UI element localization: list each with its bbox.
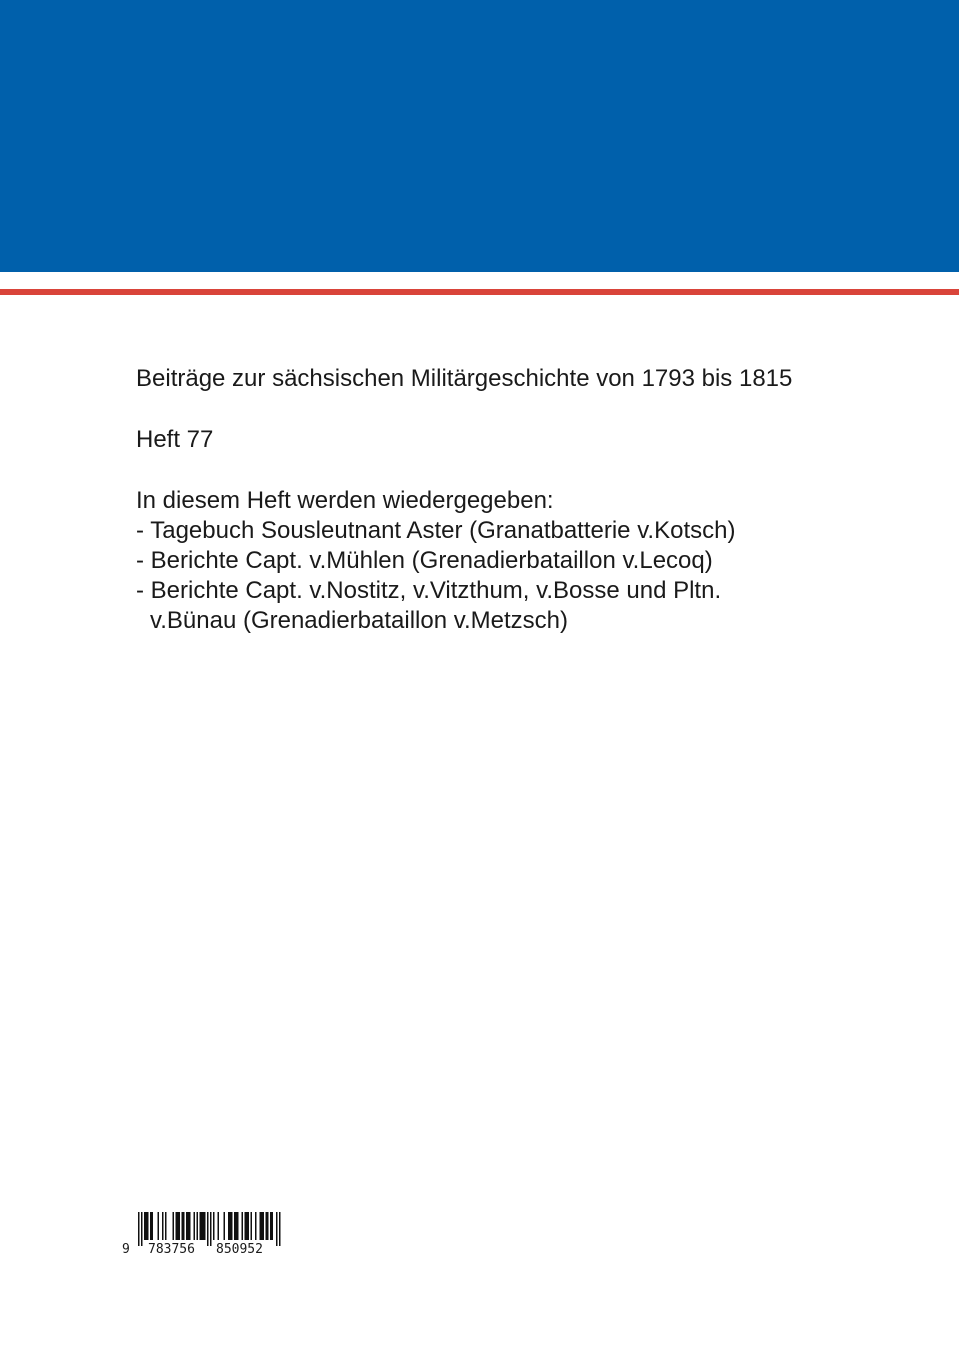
back-cover-text [136, 364, 896, 636]
contents-item-continued: v.Bünau (Grenadierbataillon v.Metzsch) [150, 607, 568, 634]
barcode-bar [260, 1212, 262, 1240]
barcode-right-digits: 850952 [216, 1242, 263, 1257]
barcode-bar [197, 1212, 199, 1240]
barcode-bar [245, 1212, 247, 1240]
barcode-bar [276, 1212, 278, 1246]
isbn-barcode [122, 1212, 302, 1262]
barcode-bar [210, 1212, 212, 1246]
barcode-bar [237, 1212, 239, 1240]
barcode-bar [236, 1212, 238, 1240]
barcode-lead-digit: 9 [122, 1242, 130, 1257]
barcode-bar [203, 1212, 205, 1240]
barcode-bar [251, 1212, 253, 1240]
barcode-bar [267, 1212, 269, 1240]
issue-number: Heft 77 [136, 426, 214, 453]
barcode-bar [207, 1212, 209, 1246]
barcode-bar [146, 1212, 148, 1240]
barcode-left-digits: 783756 [148, 1242, 195, 1257]
barcode-bar [248, 1212, 250, 1240]
barcode-bar [200, 1212, 202, 1240]
barcode-bar [173, 1212, 175, 1240]
barcode-bar [270, 1212, 272, 1240]
barcode-bar [194, 1212, 196, 1240]
barcode-bars [138, 1212, 298, 1246]
barcode-bar [234, 1212, 236, 1240]
barcode-bar [272, 1212, 274, 1240]
barcode-bar [144, 1212, 146, 1240]
contents-item: - Tagebuch Sousleutnant Aster (Granatbatterie v.Kotsch) [136, 517, 736, 544]
barcode-bar [242, 1212, 244, 1240]
barcode-bar [182, 1212, 184, 1240]
barcode-bar [177, 1212, 179, 1240]
barcode-bar [179, 1212, 181, 1240]
barcode-bar [218, 1212, 220, 1240]
barcode-bar [158, 1212, 160, 1240]
barcode-bar [213, 1212, 215, 1240]
barcode-bar [183, 1212, 185, 1240]
barcode-bar [263, 1212, 265, 1240]
barcode-bar [204, 1212, 206, 1240]
barcode-bar [176, 1212, 178, 1240]
barcode-bar [188, 1212, 190, 1240]
cover-red-stripe [0, 289, 959, 295]
barcode-bar [141, 1212, 143, 1246]
series-title: Beiträge zur sächsischen Militärgeschichte von 1793 bis 1815 [136, 365, 793, 392]
barcode-bar [165, 1212, 167, 1240]
contents-intro: In diesem Heft werden wiedergegeben: [136, 487, 554, 514]
barcode-bar [152, 1212, 154, 1240]
barcode-bar [189, 1212, 191, 1240]
barcode-bar [201, 1212, 203, 1240]
barcode-bar [230, 1212, 232, 1240]
barcode-bar [138, 1212, 140, 1246]
barcode-bar [231, 1212, 233, 1240]
barcode-bar [255, 1212, 257, 1240]
contents-item: - Berichte Capt. v.Mühlen (Grenadierbataillon v.Lecoq) [136, 547, 713, 574]
barcode-bar [186, 1212, 188, 1240]
barcode-bar [150, 1212, 152, 1240]
barcode-bar [162, 1212, 164, 1240]
cover-top-band [0, 0, 959, 272]
barcode-bar [224, 1212, 226, 1240]
barcode-bar [266, 1212, 268, 1240]
barcode-bar [261, 1212, 263, 1240]
barcode-bar [279, 1212, 281, 1246]
barcode-bar [228, 1212, 230, 1240]
barcode-bar [147, 1212, 149, 1240]
barcode-bar [246, 1212, 248, 1240]
contents-item: - Berichte Capt. v.Nostitz, v.Vitzthum, v.Bosse und Pltn. [136, 577, 722, 604]
